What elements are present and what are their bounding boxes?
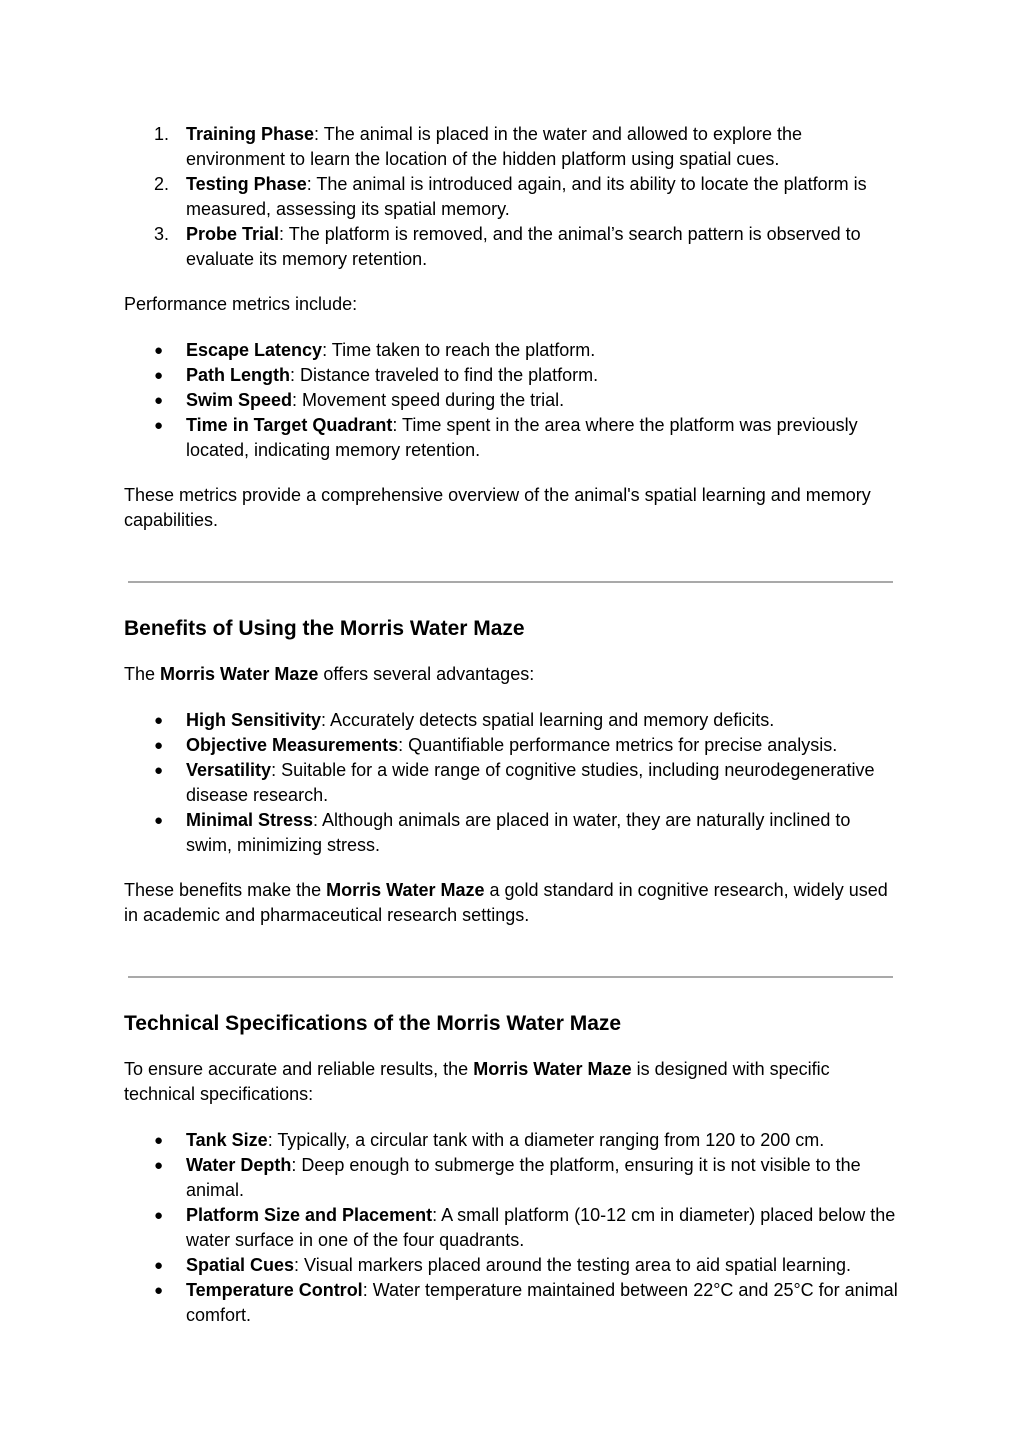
bullet-icon: ● bbox=[154, 712, 164, 729]
list-item bbox=[124, 122, 899, 172]
list-item-text: : Accurately detects spatial learning and memory deficits. bbox=[321, 710, 775, 730]
list-item-term: Training Phase bbox=[186, 124, 315, 144]
benefits-summary: These benefits make the Morris Water Maze a gold standard in cognitive research, widely used in academic and pharmaceutical research settings. bbox=[124, 880, 888, 925]
list-item-term: Swim Speed bbox=[186, 390, 293, 410]
phases-list bbox=[124, 122, 899, 272]
list-item-term: Probe Trial bbox=[186, 224, 280, 244]
bullet-icon: ● bbox=[154, 737, 164, 754]
bullet-icon: ● bbox=[154, 417, 164, 434]
bullet-icon: ● bbox=[154, 812, 164, 829]
list-item bbox=[124, 388, 899, 413]
specs-list bbox=[124, 1128, 899, 1328]
list-number: 3. bbox=[154, 224, 170, 244]
list-item-term: Escape Latency bbox=[186, 340, 323, 360]
list-item-term: Tank Size bbox=[186, 1130, 268, 1150]
list-item-text: : Although animals are placed in water, they are naturally inclined to swim, minimizing stress. bbox=[186, 810, 851, 855]
list-number: 2. bbox=[154, 174, 170, 194]
specs-heading: Technical Specifications of the Morris Water Maze bbox=[124, 1012, 622, 1035]
bullet-icon: ● bbox=[154, 1157, 164, 1174]
list-item-text: : Visual markers placed around the testing area to aid spatial learning. bbox=[294, 1255, 852, 1275]
list-item bbox=[124, 1128, 899, 1153]
list-item-term: Objective Measurements bbox=[186, 735, 399, 755]
bullet-icon: ● bbox=[154, 392, 164, 409]
metrics-list bbox=[124, 338, 899, 463]
list-item-text: : Quantifiable performance metrics for precise analysis. bbox=[398, 735, 838, 755]
list-item bbox=[124, 1278, 899, 1328]
benefits-list bbox=[124, 708, 899, 858]
list-item-term: High Sensitivity bbox=[186, 710, 322, 730]
benefits-heading: Benefits of Using the Morris Water Maze bbox=[124, 617, 525, 640]
specs-intro: To ensure accurate and reliable results, the Morris Water Maze is designed with specific technical specifications: bbox=[124, 1059, 830, 1104]
list-item-text: : Suitable for a wide range of cognitive studies, including neurodegenerative disease research. bbox=[186, 760, 875, 805]
list-item bbox=[124, 338, 899, 363]
list-item-text: : Time taken to reach the platform. bbox=[322, 340, 596, 360]
list-item-term: Water Depth bbox=[186, 1155, 292, 1175]
bullet-icon: ● bbox=[154, 1282, 164, 1299]
bullet-icon: ● bbox=[154, 342, 164, 359]
list-item bbox=[124, 708, 899, 733]
list-item bbox=[124, 1203, 899, 1253]
list-item-text: : The platform is removed, and the animal’s search pattern is observed to evaluate its memory retention. bbox=[186, 224, 861, 269]
list-number: 1. bbox=[154, 124, 170, 144]
list-item bbox=[124, 363, 899, 388]
list-item-text: : Deep enough to submerge the platform, ensuring it is not visible to the animal. bbox=[186, 1155, 861, 1200]
bullet-icon: ● bbox=[154, 1257, 164, 1274]
list-item-text: : A small platform (10-12 cm in diameter) placed below the water surface in one of the four quadrants. bbox=[186, 1205, 896, 1250]
list-item bbox=[124, 733, 899, 758]
bullet-icon: ● bbox=[154, 1132, 164, 1149]
list-item bbox=[124, 1153, 899, 1203]
list-item-term: Temperature Control bbox=[186, 1280, 363, 1300]
list-item-text: : Movement speed during the trial. bbox=[292, 390, 565, 410]
bullet-icon: ● bbox=[154, 762, 164, 779]
list-item bbox=[124, 222, 899, 272]
metrics-summary: These metrics provide a comprehensive overview of the animal's spatial learning and memory capabilities. bbox=[124, 485, 871, 530]
list-item bbox=[124, 758, 899, 808]
list-item bbox=[124, 413, 899, 463]
list-item-text: : The animal is placed in the water and allowed to explore the environment to learn the location of the hidden platform using spatial cues. bbox=[186, 124, 803, 169]
list-item-text: : Distance traveled to find the platform. bbox=[290, 365, 599, 385]
list-item-term: Versatility bbox=[186, 760, 272, 780]
list-item bbox=[124, 172, 899, 222]
list-item bbox=[124, 808, 899, 858]
bullet-icon: ● bbox=[154, 367, 164, 384]
bullet-icon: ● bbox=[154, 1207, 164, 1224]
list-item-text: : Water temperature maintained between 22°C and 25°C for animal comfort. bbox=[186, 1280, 898, 1325]
list-item-term: Minimal Stress bbox=[186, 810, 314, 830]
list-item-term: Platform Size and Placement bbox=[186, 1205, 433, 1225]
list-item-text: : Typically, a circular tank with a diameter ranging from 120 to 200 cm. bbox=[267, 1130, 825, 1150]
benefits-intro: The Morris Water Maze offers several advantages: bbox=[124, 664, 535, 684]
metrics-intro: Performance metrics include: bbox=[124, 294, 358, 314]
list-item-term: Spatial Cues bbox=[186, 1255, 295, 1275]
list-item bbox=[124, 1253, 899, 1278]
list-item-term: Testing Phase bbox=[186, 174, 307, 194]
list-item-term: Time in Target Quadrant bbox=[186, 415, 393, 435]
list-item-term: Path Length bbox=[186, 365, 290, 385]
list-item-text: : The animal is introduced again, and its ability to locate the platform is measured, assessing its spatial memory. bbox=[186, 174, 867, 219]
list-item-text: : Time spent in the area where the platform was previously located, indicating memory retention. bbox=[186, 415, 858, 460]
document-page bbox=[124, 122, 899, 1328]
